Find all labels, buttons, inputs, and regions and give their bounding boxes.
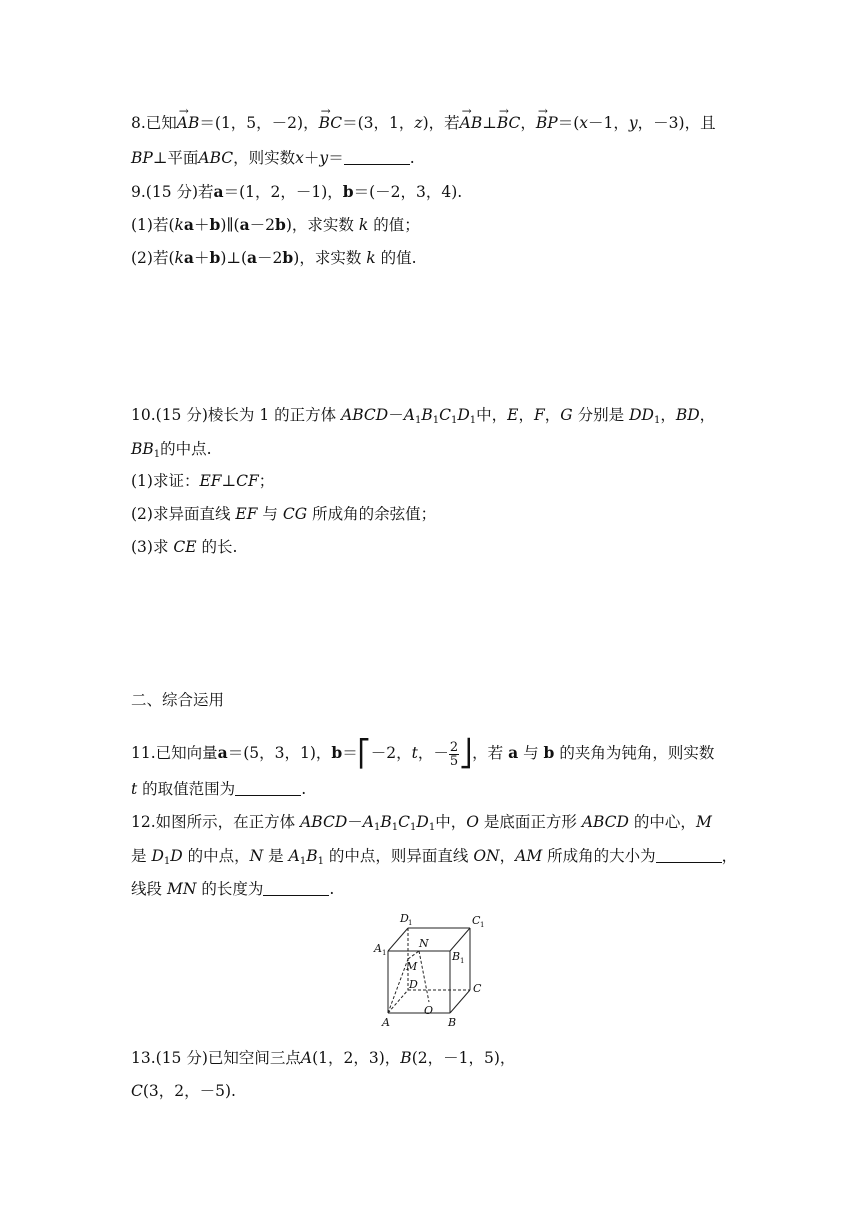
- text: 12.如图所示，在正方体: [131, 813, 296, 831]
- text: 的中点，: [187, 847, 250, 865]
- text: 的夹角为钝角，则实数: [559, 744, 715, 762]
- vector-bc: → BC: [319, 112, 343, 134]
- var-bb: BB: [131, 440, 154, 458]
- answer-blank: [235, 781, 301, 796]
- cube-figure: [370, 908, 496, 1030]
- text: ，－3)，且: [637, 114, 716, 132]
- text: (1，2，3)，: [312, 1049, 401, 1067]
- numerator: 2: [449, 739, 459, 755]
- label-o: O: [424, 1004, 434, 1017]
- text: (1)若(: [131, 216, 175, 234]
- edge-a1d1: [388, 928, 408, 951]
- var-n: N: [249, 847, 264, 865]
- vec-a: a: [247, 248, 258, 267]
- section-title: 二、综合运用: [131, 691, 225, 709]
- subscript: 1: [410, 822, 417, 833]
- text: －: [388, 406, 404, 424]
- var-d: D: [151, 847, 164, 865]
- var-b: B: [380, 813, 392, 831]
- text: ⊥: [482, 114, 497, 132]
- text: ⊥平面: [152, 149, 199, 167]
- subscript: 1: [432, 415, 440, 426]
- var-am: AM: [515, 847, 543, 865]
- text: 分别是: [577, 406, 625, 424]
- vec-a: a: [183, 215, 194, 234]
- text: －2: [249, 216, 276, 234]
- subscript: 1: [653, 415, 661, 426]
- subscript: 1: [299, 856, 307, 867]
- var-a: A: [288, 847, 300, 865]
- edge-c1b1: [450, 928, 470, 951]
- var-b: B: [306, 847, 318, 865]
- vector-bc: → BC: [497, 112, 521, 134]
- text: －2: [257, 249, 283, 267]
- q8-line1: [131, 112, 716, 134]
- var-abc: ABC: [198, 149, 234, 167]
- segment-am: [388, 959, 408, 1013]
- label-b: B: [448, 1016, 457, 1029]
- subscript: 1: [450, 415, 458, 426]
- text: 的长.: [201, 538, 238, 556]
- q10-part1: [131, 470, 274, 492]
- text: ＝(1，5，－2)，: [199, 114, 319, 132]
- var-y: y: [628, 114, 638, 132]
- label-sub: 1: [460, 957, 465, 965]
- label-sub: 1: [382, 949, 387, 957]
- var-bd: BD: [675, 406, 700, 424]
- vector-ab: → AB: [460, 112, 483, 134]
- subscript: 1: [163, 856, 171, 867]
- var-t: t: [131, 780, 138, 798]
- text: ＝: [342, 744, 358, 762]
- answer-blank: [656, 848, 722, 863]
- var-b: B: [421, 406, 433, 424]
- label-d1: D: [400, 912, 409, 925]
- text: 是: [131, 847, 147, 865]
- text: ，: [660, 406, 676, 424]
- q9-part2: [131, 247, 417, 269]
- label-sub: 1: [408, 919, 413, 927]
- q12-line2: [131, 845, 737, 867]
- left-brace: ⎡: [357, 739, 371, 769]
- q10-line1: [131, 404, 715, 426]
- text: ，: [721, 847, 738, 865]
- text: )∥(: [220, 216, 240, 234]
- text: ，: [499, 847, 516, 865]
- subscript: 1: [153, 449, 161, 460]
- q13-line2: [131, 1080, 236, 1102]
- edge-ad: [388, 990, 408, 1013]
- var-g: G: [560, 406, 573, 424]
- var-ef: EF: [235, 505, 258, 523]
- subscript: 1: [414, 415, 422, 426]
- vec-b: b: [331, 743, 343, 762]
- var-ce: CE: [173, 538, 197, 556]
- text: (3)求: [131, 538, 169, 556]
- var-f: F: [534, 406, 545, 424]
- fraction: [449, 741, 459, 768]
- text: 的值；: [373, 216, 420, 234]
- text: 线段: [131, 880, 163, 898]
- var-k: k: [174, 216, 184, 234]
- text: 所成角的余弦值；: [312, 505, 437, 523]
- text: 13.(15 分)已知空间三点: [131, 1049, 301, 1067]
- vector-ab: → AB: [177, 112, 200, 134]
- var-k: k: [366, 249, 376, 267]
- q10-part3: [131, 536, 237, 558]
- label-a1: A: [374, 942, 382, 955]
- q11-line1: [131, 735, 714, 771]
- text: ；: [258, 472, 275, 490]
- vec-a: a: [183, 248, 194, 267]
- label-c1: C: [472, 914, 481, 927]
- text: 与: [523, 744, 539, 762]
- var-on: ON: [473, 847, 500, 865]
- text: ，若: [472, 744, 504, 762]
- var-o: O: [466, 813, 479, 831]
- text: 的值.: [380, 249, 417, 267]
- q9-part1: [131, 214, 420, 236]
- var-c: C: [398, 813, 410, 831]
- subscript: 1: [428, 822, 436, 833]
- text: ，则实数: [233, 149, 296, 167]
- text: －: [347, 813, 363, 831]
- text: 中，: [476, 406, 508, 424]
- text: ，: [699, 406, 716, 424]
- text: )，求实数: [285, 216, 354, 234]
- label-c: C: [473, 982, 482, 995]
- denominator: 5: [449, 753, 459, 769]
- var-cf: CF: [236, 472, 259, 490]
- vec-a: a: [239, 215, 250, 234]
- text: ＝(－2，3，4).: [353, 183, 463, 201]
- var-mn: MN: [166, 880, 197, 898]
- var-k: k: [174, 249, 184, 267]
- text: －2，: [370, 744, 412, 762]
- var-b: B: [400, 1049, 412, 1067]
- text: 的取值范围为: [142, 780, 236, 798]
- q9-stem: [131, 181, 462, 203]
- text: 与: [262, 505, 278, 523]
- vec-b: b: [209, 248, 221, 267]
- vec-b: b: [282, 248, 294, 267]
- text: 中，: [435, 813, 467, 831]
- edge-cb: [450, 990, 470, 1013]
- segment-mn: [408, 951, 419, 959]
- var-abcd: ABCD: [300, 813, 348, 831]
- subscript: 1: [317, 856, 324, 867]
- text: ⊥: [221, 472, 237, 490]
- text: ＋: [193, 216, 210, 234]
- text: 10.(15 分)棱长为 1 的正方体: [131, 406, 337, 424]
- text: ，－: [417, 744, 449, 762]
- q12-line1: [131, 811, 712, 833]
- right-brace: ⎦: [459, 739, 473, 769]
- label-a: A: [382, 1016, 390, 1029]
- text: －1，: [588, 114, 629, 132]
- var-a: A: [403, 406, 415, 424]
- text: (1)求证：: [131, 472, 200, 490]
- text: 8.已知: [131, 114, 177, 132]
- text: ＝(5，3，1)，: [227, 744, 332, 762]
- vec-b: b: [209, 215, 221, 234]
- text: 所成角的大小为: [547, 847, 656, 865]
- label-sub: 1: [480, 921, 485, 929]
- var-abcd: ABCD: [341, 406, 389, 424]
- label-d: D: [409, 978, 418, 991]
- text: 的中点.: [160, 440, 212, 458]
- subscript: 1: [469, 415, 477, 426]
- text: 的中点，则异面直线: [328, 847, 469, 865]
- text: 11.已知向量: [131, 744, 218, 762]
- subscript: 1: [391, 822, 399, 833]
- text: ，: [544, 406, 561, 424]
- q12-line3: [131, 878, 334, 900]
- text: 的中心，: [633, 813, 696, 831]
- text: ＝(: [557, 114, 580, 132]
- vec-b: b: [342, 182, 354, 201]
- text: .: [329, 880, 335, 898]
- text: ，: [518, 406, 535, 424]
- q10-part2: [131, 503, 436, 525]
- vector-bp: → BP: [536, 112, 558, 134]
- var-d: D: [416, 813, 429, 831]
- vec-a: a: [217, 743, 228, 762]
- var-abcd: ABCD: [581, 813, 629, 831]
- var-dd: DD: [629, 406, 654, 424]
- var-a: A: [362, 813, 374, 831]
- text: (2)若(: [131, 249, 175, 267]
- text: (2)求异面直线: [131, 505, 231, 523]
- var-k: k: [358, 216, 369, 234]
- var-d: D: [457, 406, 470, 424]
- var-z: z: [414, 114, 423, 132]
- answer-blank: [344, 150, 410, 165]
- var-e: E: [507, 406, 519, 424]
- text: ＋: [193, 249, 210, 267]
- text: )，若: [422, 114, 460, 132]
- var-m: M: [695, 813, 712, 831]
- text: 是: [268, 847, 284, 865]
- var-ef: EF: [199, 472, 222, 490]
- segment-no: [419, 951, 429, 1002]
- text: ＝(3，1，: [342, 114, 415, 132]
- text: )，求实数: [293, 249, 362, 267]
- vec-a: a: [508, 743, 519, 762]
- var-d: D: [170, 847, 183, 865]
- text: 是底面正方形: [483, 813, 577, 831]
- var-x: x: [579, 114, 589, 132]
- text: (2，－1，5)，: [411, 1049, 516, 1067]
- var-bp: BP: [131, 149, 153, 167]
- answer-blank: [263, 881, 329, 896]
- text: ＋: [303, 149, 320, 167]
- var-t: t: [411, 744, 418, 762]
- vec-b: b: [543, 743, 555, 762]
- text: (3，2，－5).: [142, 1082, 236, 1100]
- text: )⊥(: [220, 249, 247, 267]
- var-c: C: [131, 1082, 143, 1100]
- text: .: [409, 149, 415, 167]
- q13-line1: [131, 1047, 515, 1069]
- label-b1: B: [452, 950, 461, 963]
- label-m: M: [406, 960, 418, 973]
- text: ，: [520, 114, 536, 132]
- text: ＝: [328, 149, 344, 167]
- vec-a: a: [213, 182, 224, 201]
- var-y: y: [319, 149, 329, 167]
- subscript: 1: [373, 822, 381, 833]
- var-c: C: [439, 406, 451, 424]
- label-n: N: [419, 937, 429, 950]
- var-a: A: [300, 1049, 313, 1067]
- q10-line2: [131, 438, 212, 460]
- var-x: x: [295, 149, 304, 167]
- q11-line2: [131, 778, 306, 800]
- q8-line2: [131, 147, 415, 169]
- var-cg: CG: [282, 505, 308, 523]
- text: 9.(15 分)若: [131, 183, 214, 201]
- text: ＝(1，2，－1)，: [223, 183, 343, 201]
- vec-b: b: [275, 215, 286, 234]
- text: .: [301, 780, 307, 798]
- text: 的长度为: [201, 880, 264, 898]
